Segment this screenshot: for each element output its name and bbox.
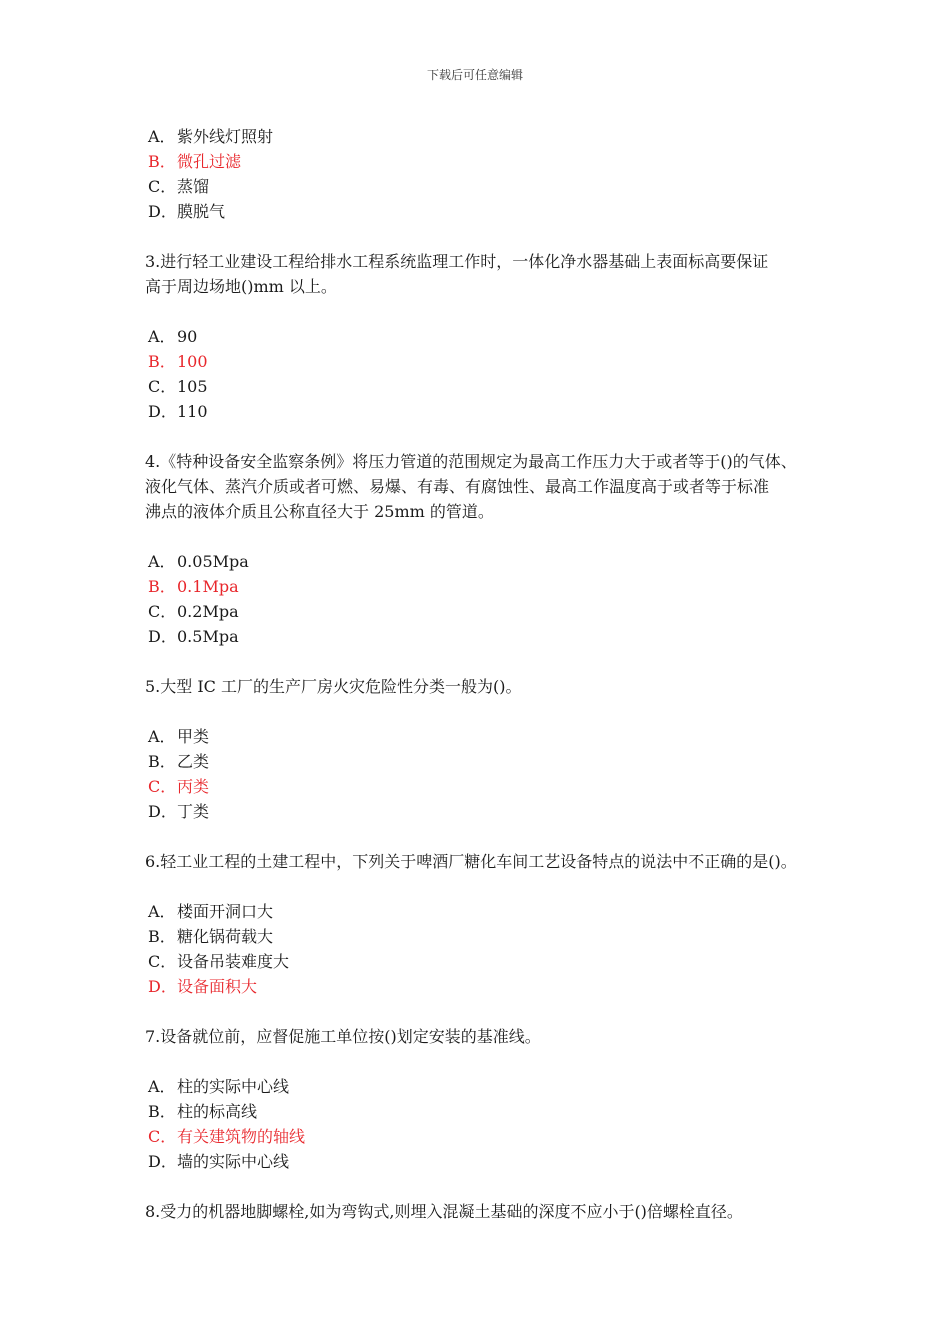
option-a: A．楼面开洞口大 bbox=[148, 902, 274, 921]
document-body bbox=[145, 124, 825, 1224]
prev-question-options bbox=[145, 124, 825, 224]
question-line: 沸点的液体介质且公称直径大于 25mm 的管道。 bbox=[145, 502, 494, 521]
option-d: D．膜脱气 bbox=[148, 202, 226, 221]
page-header: 下载后可任意编辑 bbox=[426, 68, 523, 82]
option-a: A．0.05Mpa bbox=[148, 552, 249, 571]
option-b-correct: B．0.1Mpa bbox=[148, 577, 239, 596]
question-line: 6.轻工业工程的土建工程中，下列关于啤酒厂糖化车间工艺设备特点的说法中不正确的是()。 bbox=[145, 852, 797, 871]
option-c: C．0.2Mpa bbox=[148, 602, 239, 621]
question-line: 高于周边场地()mm 以上。 bbox=[145, 277, 337, 296]
option-d: D．0.5Mpa bbox=[148, 627, 239, 646]
question-7-options bbox=[145, 1074, 825, 1174]
option-c: C．设备吊装难度大 bbox=[148, 952, 290, 971]
option-b-correct: B．微孔过滤 bbox=[148, 152, 242, 171]
option-a: A．甲类 bbox=[148, 727, 210, 746]
option-d: D．丁类 bbox=[148, 802, 210, 821]
question-4-options bbox=[145, 549, 825, 649]
option-d: D．110 bbox=[148, 402, 208, 421]
option-a: A．紫外线灯照射 bbox=[148, 127, 274, 146]
question-line: 5.大型 IC 工厂的生产厂房火灾危险性分类一般为()。 bbox=[145, 677, 522, 696]
option-c-correct: C．丙类 bbox=[148, 777, 210, 796]
question-line: 8.受力的机器地脚螺栓,如为弯钩式,则埋入混凝土基础的深度不应小于()倍螺栓直径。 bbox=[145, 1202, 743, 1221]
option-d-correct: D．设备面积大 bbox=[148, 977, 258, 996]
option-b-correct: B．100 bbox=[148, 352, 208, 371]
question-5 bbox=[145, 674, 825, 699]
question-line: 3.进行轻工业建设工程给排水工程系统监理工作时，一体化净水器基础上表面标高要保证 bbox=[145, 252, 769, 271]
question-8 bbox=[145, 1199, 825, 1224]
option-c: C．105 bbox=[148, 377, 208, 396]
option-b: B．乙类 bbox=[148, 752, 210, 771]
option-a: A．柱的实际中心线 bbox=[148, 1077, 290, 1096]
option-b: B．糖化锅荷载大 bbox=[148, 927, 274, 946]
option-b: B．柱的标高线 bbox=[148, 1102, 258, 1121]
option-c: C．蒸馏 bbox=[148, 177, 210, 196]
option-d: D．墙的实际中心线 bbox=[148, 1152, 290, 1171]
question-5-options bbox=[145, 724, 825, 824]
question-line: 4.《特种设备安全监察条例》将压力管道的范围规定为最高工作压力大于或者等于()的气体、 bbox=[145, 452, 797, 471]
option-c-correct: C．有关建筑物的轴线 bbox=[148, 1127, 306, 1146]
question-line: 液化气体、蒸汽介质或者可燃、易爆、有毒、有腐蚀性、最高工作温度高于或者等于标准 bbox=[145, 477, 770, 496]
option-a: A．90 bbox=[148, 327, 198, 346]
question-4 bbox=[145, 449, 825, 524]
question-6 bbox=[145, 849, 825, 874]
question-7 bbox=[145, 1024, 825, 1049]
question-6-options bbox=[145, 899, 825, 999]
question-line: 7.设备就位前，应督促施工单位按()划定安装的基准线。 bbox=[145, 1027, 541, 1046]
question-3 bbox=[145, 249, 825, 299]
question-3-options bbox=[145, 324, 825, 424]
